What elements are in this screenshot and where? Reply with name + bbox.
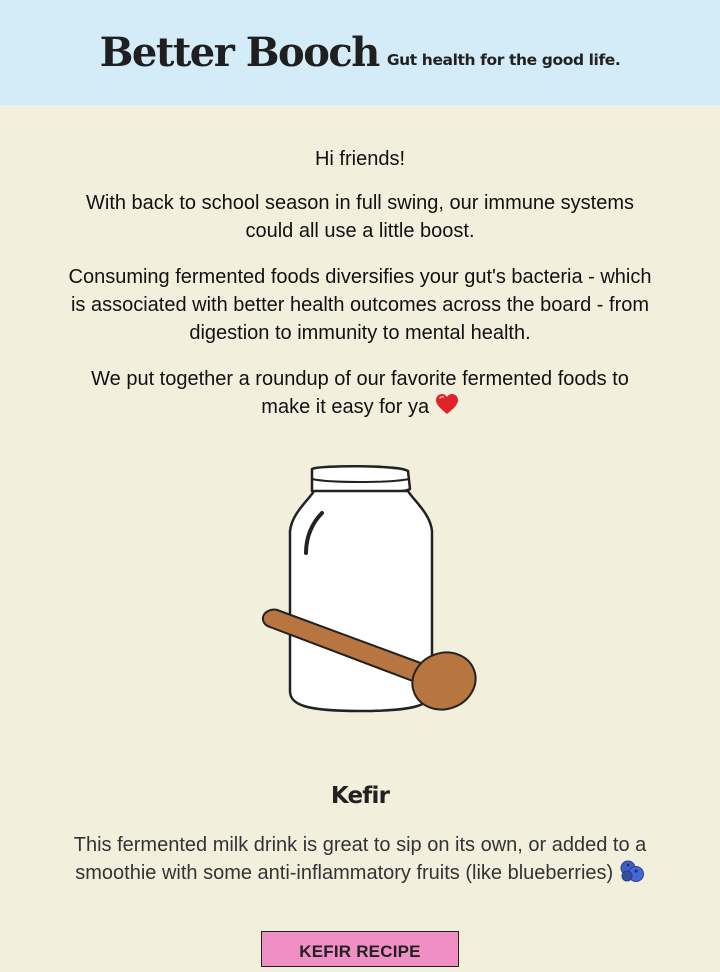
greeting: Hi friends! [314,148,406,170]
email-header [0,0,720,105]
email-body [0,105,720,967]
intro-paragraph-2: Consuming fermented foods diversifies your gut's bacteria - which is associated with better health outcomes across the board - from digestion to immunity to mental health. [68,266,652,344]
product-title: Kefir [330,783,390,809]
brand-logo[interactable]: Better Booch [99,29,379,76]
kefir-recipe-button[interactable]: KEFIR RECIPE [261,931,459,967]
product-description-text: This fermented milk drink is great to sip on its own, or added to a smoothie with some anti-inflammatory fruits (like blueberries) [73,834,647,884]
product-description [60,831,660,891]
intro-paragraph-3-text: We put together a roundup of our favorite fermented foods to make it easy for ya [91,368,629,418]
brand-tagline: Gut health for the good life. [386,50,621,69]
red-heart-icon [435,393,459,423]
jar-and-spoon-icon [250,461,490,721]
intro-paragraph-1: With back to school season in full swing, our immune systems could all use a little boost. [86,192,634,242]
intro-paragraph-3 [70,365,650,423]
kefir-jar-illustration [0,461,720,761]
blueberries-icon [619,859,645,891]
